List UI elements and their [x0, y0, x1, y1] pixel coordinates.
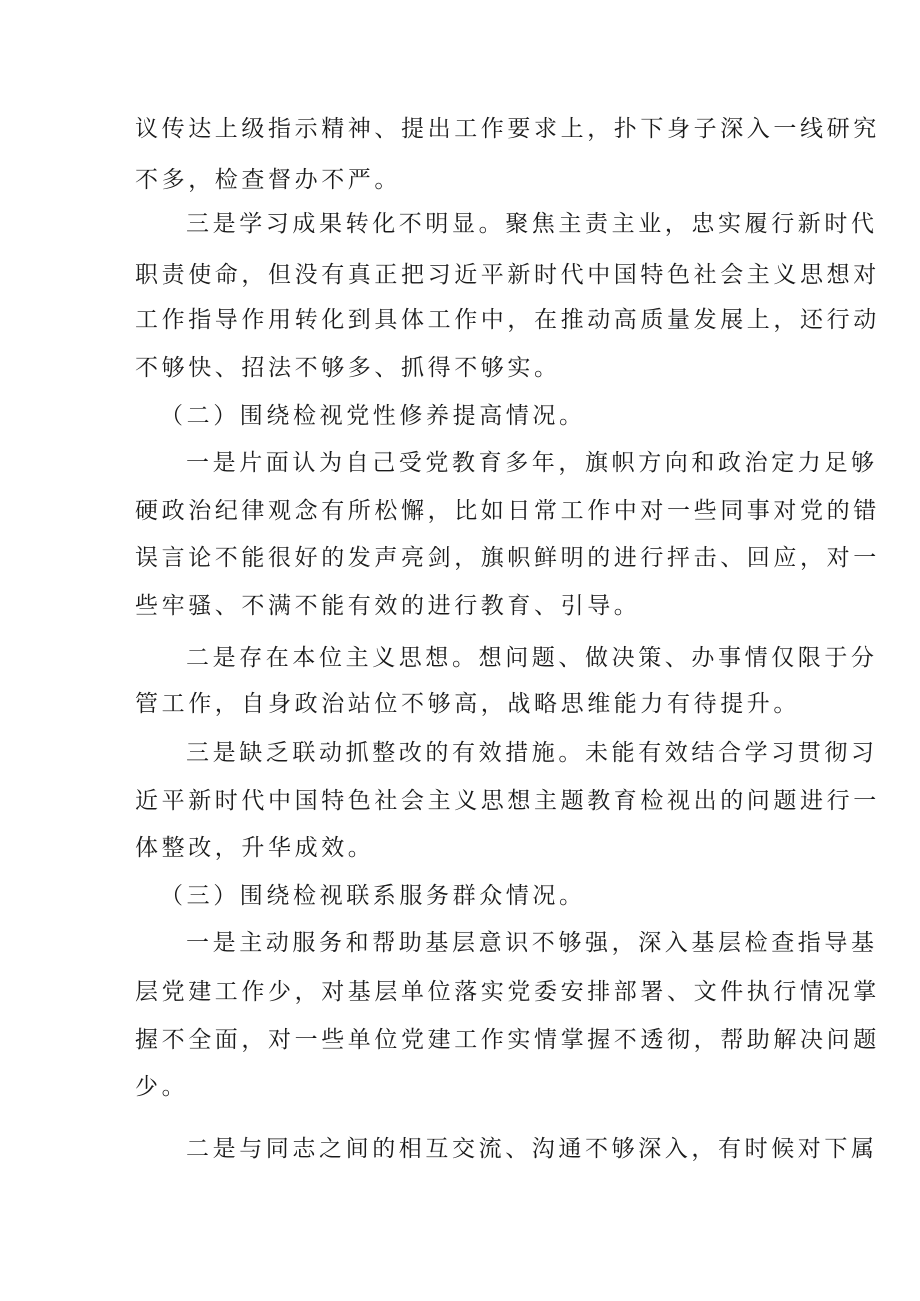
text-line: 些牢骚、不满不能有效的进行教育、引导。 [135, 593, 641, 619]
paragraph-first-line: 三是学习成果转化不明显。聚焦主责主业，忠实履行新时代 [186, 211, 878, 237]
text-line: 议传达上级指示精神、提出工作要求上，扑下身子深入一线研究 [135, 116, 880, 142]
text-line: 职责使命，但没有真正把习近平新时代中国特色社会主义思想对 [135, 262, 880, 288]
paragraph-first-line: 二是与同志之间的相互交流、沟通不够深入，有时候对下属 [186, 1136, 878, 1162]
text-line: 体整改，升华成效。 [135, 835, 375, 861]
paragraph-first-line: 三是缺乏联动抓整改的有效措施。未能有效结合学习贯彻习 [186, 740, 878, 766]
text-line: 握不全面，对一些单位党建工作实情掌握不透彻，帮助解决问题 [135, 1027, 880, 1053]
text-line: 硬政治纪律观念有所松懈，比如日常工作中对一些同事对党的错 [135, 498, 880, 524]
paragraph-first-line: 一是片面认为自己受党教育多年，旗帜方向和政治定力足够 [186, 450, 878, 476]
section-heading: （二）围绕检视党性修养提高情况。 [160, 403, 586, 429]
text-line: 误言论不能很好的发声亮剑，旗帜鲜明的进行抨击、回应，对一 [135, 545, 880, 571]
text-line: 近平新时代中国特色社会主义思想主题教育检视出的问题进行一 [135, 788, 880, 814]
paragraph-first-line: 一是主动服务和帮助基层意识不够强，深入基层检查指导基 [186, 930, 878, 956]
text-line: 管工作，自身政治站位不够高，战略思维能力有待提升。 [135, 691, 800, 717]
text-line: 不多，检查督办不严。 [135, 167, 401, 193]
text-line: 不够快、招法不够多、抓得不够实。 [135, 355, 561, 381]
text-line: 工作指导作用转化到具体工作中，在推动高质量发展上，还行动 [135, 307, 880, 333]
text-line: 层党建工作少，对基层单位落实党委安排部署、文件执行情况掌 [135, 979, 880, 1005]
text-line: 少。 [135, 1074, 189, 1100]
paragraph-first-line: 二是存在本位主义思想。想问题、做决策、办事情仅限于分 [186, 645, 878, 671]
section-heading: （三）围绕检视联系服务群众情况。 [160, 883, 586, 909]
